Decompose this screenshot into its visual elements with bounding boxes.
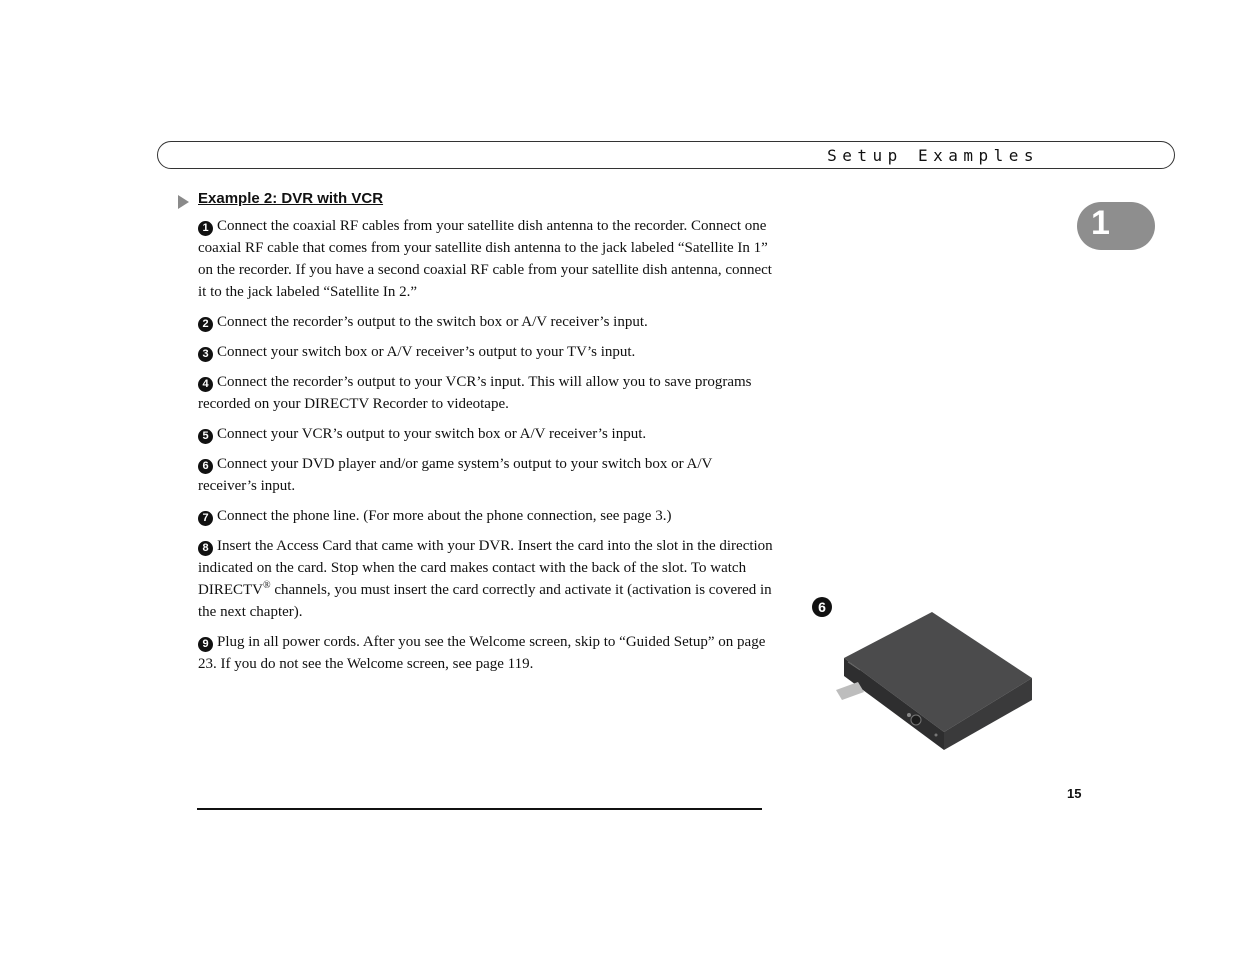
step-number-badge: 1 [198, 221, 213, 236]
step-8 [198, 535, 773, 623]
running-header-title: Setup Examples [827, 146, 1039, 165]
step-number-badge: 3 [198, 347, 213, 362]
dvr-recorder-illustration-icon [836, 610, 1036, 755]
step-2 [198, 311, 773, 333]
step-text: Connect your DVD player and/or game system’s output to your switch box or A/V receiver’s input. [198, 456, 713, 494]
step-number-badge: 8 [198, 541, 213, 556]
figure-callout-badge: 6 [812, 597, 832, 617]
page-number: 15 [1067, 786, 1082, 801]
step-text-continued: channels, you must insert the card correctly and activate it (activation is covered in the next chapter). [198, 582, 772, 620]
step-number-badge: 9 [198, 637, 213, 652]
step-text: Insert the Access Card that came with your DVR. Insert the card into the slot in the direction indicated on the card. Stop when the card makes contact with the back of the slot. To watch DIRECTV [198, 538, 773, 598]
step-number-badge: 2 [198, 317, 213, 332]
step-7 [198, 505, 773, 527]
section-arrow-icon [178, 195, 189, 209]
step-text: Plug in all power cords. After you see the Welcome screen, skip to “Guided Setup” on page 23. If you do not see the Welcome screen, see page 119. [198, 634, 766, 672]
step-number-badge: 5 [198, 429, 213, 444]
step-number-badge: 7 [198, 511, 213, 526]
header-bar [157, 141, 1175, 169]
step-list [198, 215, 773, 683]
step-text: Connect the coaxial RF cables from your satellite dish antenna to the recorder. Connect one coaxial RF cable that comes from your satellite dish antenna to the jack labeled “Satellite In 1” on the recorder. If you have a second coaxial RF cable from your satellite dish antenna, connect it to the jack labeled “Satellite In 2.” [198, 218, 772, 300]
chapter-tab [1077, 202, 1155, 250]
step-text: Connect the recorder’s output to your VCR’s input. This will allow you to save programs recorded on your DIRECTV Recorder to videotape. [198, 374, 752, 412]
registered-mark: ® [263, 580, 271, 591]
step-6 [198, 453, 773, 497]
step-3 [198, 341, 773, 363]
step-5 [198, 423, 773, 445]
step-9 [198, 631, 773, 675]
footer-rule [197, 808, 762, 810]
step-1 [198, 215, 773, 303]
step-text: Connect your VCR’s output to your switch box or A/V receiver’s input. [217, 426, 647, 442]
section-title: Example 2: DVR with VCR [198, 190, 384, 207]
step-4 [198, 371, 773, 415]
step-number-badge: 6 [198, 459, 213, 474]
step-text: Connect the recorder’s output to the switch box or A/V receiver’s input. [217, 314, 648, 330]
step-text: Connect the phone line. (For more about the phone connection, see page 3.) [217, 508, 672, 524]
step-number-badge: 4 [198, 377, 213, 392]
step-text: Connect your switch box or A/V receiver’s output to your TV’s input. [217, 344, 636, 360]
chapter-number: 1 [1091, 204, 1110, 242]
